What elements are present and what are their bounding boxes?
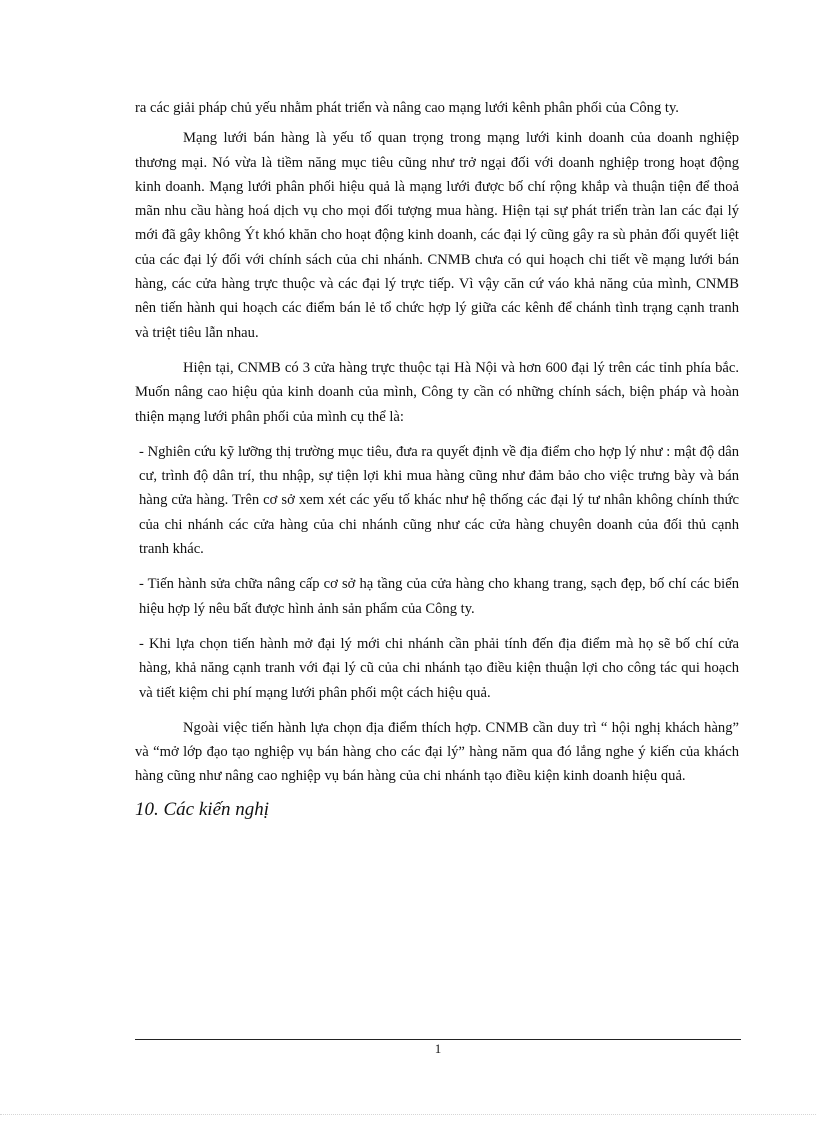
section-heading: 10. Các kiến nghị [135,798,270,820]
bullet-new-agents: - Khi lựa chọn tiến hành mở đại lý mới chi nhánh cần phải tính đến địa điểm mà họ sẽ bố chí cửa hàng, khả năng cạnh tranh với đại lý cũ của chi nhánh tạo điều kiện thuận lợi cho công tác qui hoạch và tiết kiệm chi phí mạng lưới phân phối một cách hiệu quả. [139,635,739,701]
document-body [135,96,739,823]
footer-divider [135,1039,741,1040]
paragraph-customer-conference: Ngoài việc tiến hành lựa chọn địa điểm thích hợp. CNMB cần duy trì “ hội nghị khách hàng” và “mở lớp đạo tạo nghiệp vụ bán hàng cho các đại lý” hàng năm qua đó lắng nghe ý kiến của khách hàng cũng như nâng cao nghiệp vụ bán hàng của chi nhánh tạo điều kiện kinh doanh hiệu quả. [135,719,739,785]
page-bottom-border [0,1114,816,1115]
bullet-infrastructure: - Tiến hành sửa chữa nâng cấp cơ sở hạ tầng của cửa hàng cho khang trang, sạch đẹp, bố chí các biển hiệu hợp lý nêu bất được hình ảnh sản phẩm của Công ty. [139,576,739,617]
paragraph-current-status: Hiện tại, CNMB có 3 cửa hàng trực thuộc tại Hà Nội và hơn 600 đại lý trên các tỉnh phía bắc. Muốn nâng cao hiệu qủa kinh doanh của mình, Công ty cần có những chính sách, biện pháp và hoàn thiện mạng lưới phân phối của mình cụ thể là: [135,359,739,425]
paragraph-sales-network: Mạng lưới bán hàng là yếu tố quan trọng trong mạng lưới kinh doanh của doanh nghiệp thương mại. Nó vừa là tiềm năng mục tiêu cũng như trở ngại đối với doanh nghiệp trong hoạt động kinh doanh. Mạng lưới phân phối hiệu quả là mạng lưới được bố chí rộng khắp và thuận tiện để thoả mãn nhu cầu hàng hoá dịch vụ cho mọi đối tượng mua hàng. Hiện tại sự phát triển tràn lan các đại lý mới đã gây không Ýt khó khăn cho hoạt động kinh doanh, các đại lý cũng gây ra sù phản đối quyết liệt của các đại lý đối với chính sách của chi nhánh. CNMB chưa có qui hoạch chi tiết về mạng lưới bán hàng, các cửa hàng trực thuộc và các đại lý trực tiếp. Vì vậy căn cứ váo khả năng của mình, CNMB nên tiến hành qui hoạch các điểm bán lẻ tổ chức hợp lý giữa các kênh để chánh tình trạng cạnh tranh và triệt tiêu lẫn nhau. [135,130,739,341]
paragraph-intro: ra các giải pháp chủ yếu nhằm phát triển và nâng cao mạng lưới kênh phân phối của Công ty. [135,100,679,116]
bullet-market-research: - Nghiên cứu kỹ lưỡng thị trường mục tiêu, đưa ra quyết định về địa điểm cho hợp lý như : mật độ dân cư, trình độ dân trí, thu nhập, sự tiện lợi khi mua hàng cũng như đảm bảo cho việc trưng bày và bán hàng cửa hàng. Trên cơ sở xem xét các yếu tố khác như hệ thống các đại lý tư nhân không chính thức của chi nhánh các cửa hàng của chi nhánh cũng như các cửa hàng chuyên doanh của đối thủ cạnh tranh khác. [139,443,739,558]
page-number: 1 [434,1041,442,1056]
